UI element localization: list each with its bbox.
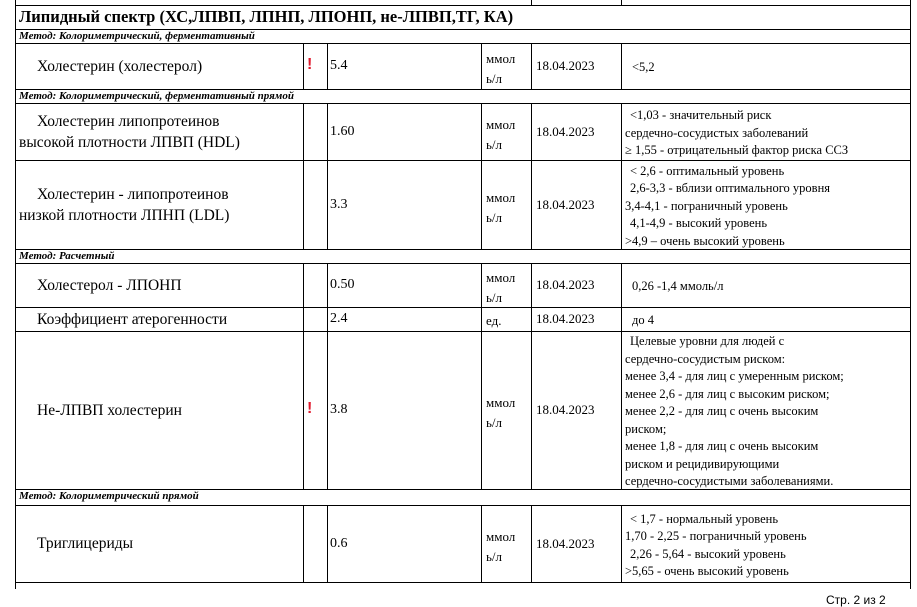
unit-label: ед. bbox=[486, 313, 502, 328]
method-label: Метод: Колориметрический, ферментативный bbox=[19, 30, 255, 42]
column-divider bbox=[621, 307, 622, 331]
reference-range: >5,65 - очень высокий уровень bbox=[625, 564, 789, 578]
reference-range: <5,2 bbox=[632, 60, 655, 75]
result-date: 18.04.2023 bbox=[536, 123, 595, 139]
reference-range: сердечно-сосудистых заболеваний bbox=[625, 125, 809, 140]
method-bottom-border bbox=[15, 505, 910, 506]
column-divider bbox=[327, 160, 328, 249]
result-value: 2.4 bbox=[330, 311, 348, 326]
table-row-border bbox=[15, 307, 910, 308]
reference-range: менее 2,2 - для лиц с очень высоким bbox=[625, 404, 819, 419]
unit-label: ь/л bbox=[486, 71, 503, 86]
abnormal-flag-icon: ! bbox=[307, 56, 313, 73]
reference-range: 3,4-4,1 - пограничный уровень bbox=[625, 198, 788, 213]
reference-range: до 4 bbox=[632, 313, 654, 328]
result-value: 3.3 bbox=[330, 196, 348, 212]
column-divider bbox=[327, 331, 328, 489]
test-name: Холестерин липопротеинов bbox=[37, 112, 220, 130]
reference-range: сердечно-сосудистыми заболеваниями. bbox=[625, 474, 834, 489]
test-name: Холестерин - липопротеинов bbox=[37, 185, 229, 203]
column-divider bbox=[481, 307, 482, 331]
unit-label: ь/л bbox=[486, 548, 503, 564]
unit-label: ммол bbox=[486, 116, 516, 132]
reference-range: 0,26 -1,4 ммоль/л bbox=[632, 279, 724, 294]
table-top-border bbox=[15, 5, 910, 6]
reference-range: < 2,6 - оптимальный уровень bbox=[630, 163, 785, 178]
test-name: Коэффициент атерогенности bbox=[37, 310, 228, 328]
unit-label: ммол bbox=[486, 270, 516, 285]
column-divider bbox=[621, 160, 622, 249]
column-divider bbox=[531, 103, 532, 160]
column-divider bbox=[531, 160, 532, 249]
result-date: 18.04.2023 bbox=[536, 58, 595, 73]
column-divider bbox=[481, 160, 482, 249]
reference-range: риском; bbox=[625, 421, 667, 436]
header-column-divider bbox=[531, 0, 532, 5]
section-title: Липидный спектр (ХС,ЛПВП, ЛПНП, ЛПОНП, не-ЛПВП,ТГ, КА) bbox=[19, 7, 514, 26]
unit-label: ь/л bbox=[486, 209, 503, 225]
reference-range: >4,9 – очень высокий уровень bbox=[625, 233, 785, 248]
unit-label: ь/л bbox=[486, 290, 503, 305]
unit-label: ммол bbox=[486, 528, 516, 544]
result-value: 3.8 bbox=[330, 402, 348, 417]
column-divider bbox=[481, 43, 482, 89]
method-bottom-border bbox=[15, 263, 910, 264]
unit-label: ммол bbox=[486, 189, 516, 205]
column-divider bbox=[303, 331, 304, 489]
result-date: 18.04.2023 bbox=[536, 535, 595, 551]
column-divider bbox=[621, 43, 622, 89]
column-divider bbox=[327, 43, 328, 89]
reference-range: 1,70 - 2,25 - пограничный уровень bbox=[625, 529, 807, 543]
column-divider bbox=[621, 331, 622, 489]
table-row-border bbox=[15, 160, 910, 161]
reference-range: Целевые уровни для людей с bbox=[630, 334, 785, 349]
column-divider bbox=[327, 505, 328, 582]
column-divider bbox=[303, 263, 304, 307]
result-value: 1.60 bbox=[330, 123, 355, 139]
method-bottom-border bbox=[15, 103, 910, 104]
column-divider bbox=[531, 43, 532, 89]
column-divider bbox=[621, 505, 622, 582]
method-bottom-border bbox=[15, 43, 910, 44]
result-date: 18.04.2023 bbox=[536, 196, 595, 212]
result-date: 18.04.2023 bbox=[536, 402, 595, 417]
method-label: Метод: Колориметрический прямой bbox=[19, 490, 199, 502]
result-date: 18.04.2023 bbox=[536, 277, 595, 292]
reference-range: <1,03 - значительный риск bbox=[630, 108, 772, 123]
reference-range: < 1,7 - нормальный уровень bbox=[630, 511, 779, 526]
column-divider bbox=[481, 103, 482, 160]
test-name: Не-ЛПВП холестерин bbox=[37, 401, 182, 419]
unit-label: ммол bbox=[486, 51, 516, 66]
result-value: 0.6 bbox=[330, 535, 348, 551]
column-divider bbox=[481, 505, 482, 582]
column-divider bbox=[481, 331, 482, 489]
column-divider bbox=[327, 307, 328, 331]
column-divider bbox=[303, 43, 304, 89]
column-divider bbox=[531, 331, 532, 489]
reference-range: менее 3,4 - для лиц с умеренным риском; bbox=[625, 369, 844, 384]
test-name: низкой плотности ЛПНП (LDL) bbox=[19, 206, 230, 224]
column-divider bbox=[531, 307, 532, 331]
reference-range: 2,26 - 5,64 - высокий уровень bbox=[630, 546, 786, 561]
column-divider bbox=[303, 307, 304, 331]
method-label: Метод: Расчетный bbox=[19, 250, 115, 262]
reference-range: риском и рецидивирующими bbox=[625, 456, 780, 471]
abnormal-flag-icon: ! bbox=[307, 400, 313, 417]
reference-range: 4,1-4,9 - высокий уровень bbox=[630, 216, 768, 231]
test-name: Триглицериды bbox=[37, 535, 134, 552]
unit-label: ь/л bbox=[486, 136, 503, 152]
reference-range: 2,6-3,3 - вблизи оптимального уровня bbox=[630, 181, 831, 196]
column-divider bbox=[303, 103, 304, 160]
column-divider bbox=[531, 505, 532, 582]
result-value: 5.4 bbox=[330, 58, 348, 73]
result-value: 0.50 bbox=[330, 277, 355, 292]
page-number: Стр. 2 из 2 bbox=[826, 593, 886, 607]
column-divider bbox=[621, 103, 622, 160]
reference-range: ≥ 1,55 - отрицательный фактор риска ССЗ bbox=[625, 143, 849, 158]
test-name: Холестерол - ЛПОНП bbox=[37, 276, 182, 294]
unit-label: ь/л bbox=[486, 415, 503, 430]
column-divider bbox=[327, 263, 328, 307]
test-name: высокой плотности ЛПВП (HDL) bbox=[19, 133, 240, 151]
header-column-divider bbox=[621, 0, 622, 5]
table-row-border bbox=[15, 582, 910, 583]
column-divider bbox=[327, 103, 328, 160]
reference-range: сердечно-сосудистым риском: bbox=[625, 351, 786, 366]
test-name: Холестерин (холестерол) bbox=[37, 57, 203, 75]
column-divider bbox=[303, 160, 304, 249]
reference-range: менее 1,8 - для лиц с очень высоким bbox=[625, 439, 819, 454]
table-row-border bbox=[15, 331, 910, 332]
table-right-border bbox=[910, 0, 911, 589]
column-divider bbox=[531, 263, 532, 307]
column-divider bbox=[621, 263, 622, 307]
column-divider bbox=[481, 263, 482, 307]
unit-label: ммол bbox=[486, 395, 516, 410]
method-label: Метод: Колориметрический, ферментативный прямой bbox=[19, 90, 294, 102]
column-divider bbox=[303, 505, 304, 582]
reference-range: менее 2,6 - для лиц с высоким риском; bbox=[625, 386, 830, 401]
result-date: 18.04.2023 bbox=[536, 311, 595, 326]
